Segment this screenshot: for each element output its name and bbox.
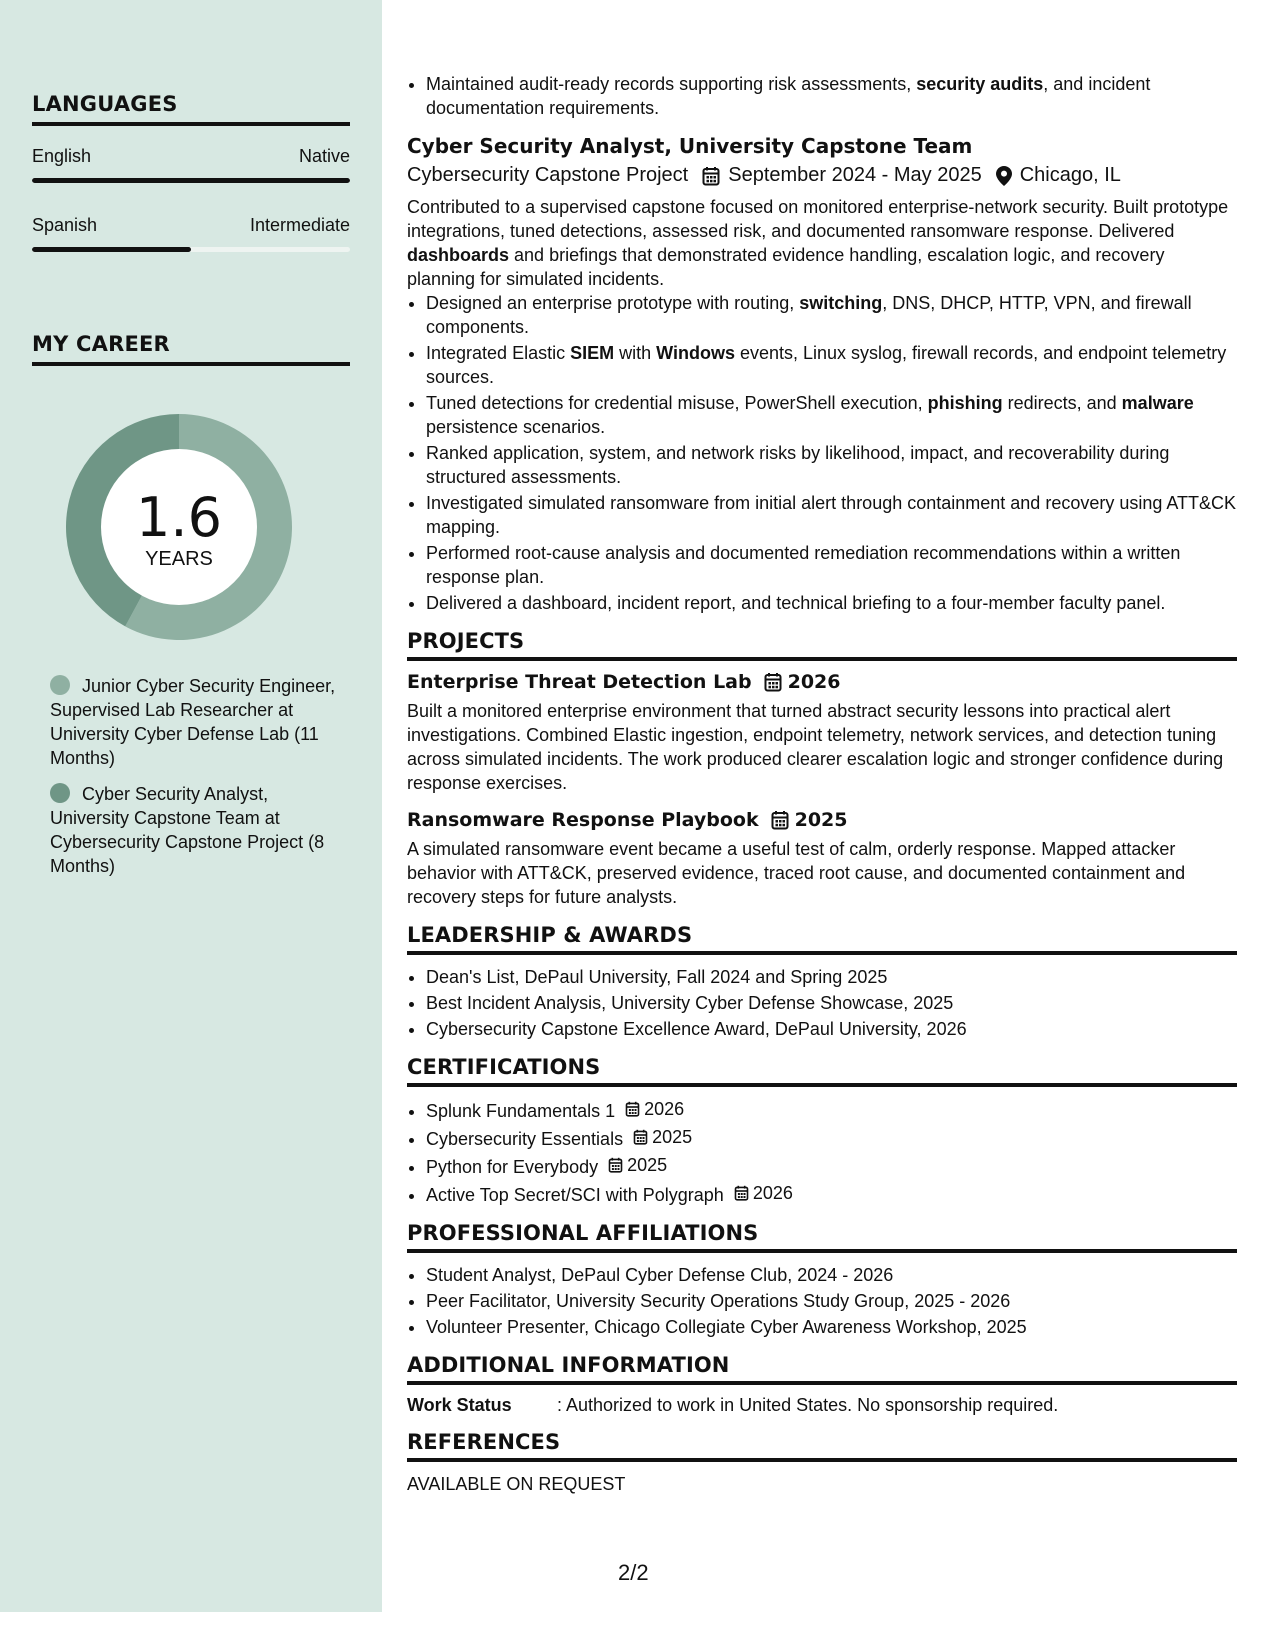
job-location: Chicago, IL <box>1019 164 1121 186</box>
leadership-list <box>407 965 1237 1041</box>
list-item: • Tuned detections for credential misuse, PowerShell execution, phishing redirects, and malware persistence scenarios. <box>426 391 1237 439</box>
cert-year: 2026 <box>752 1183 793 1203</box>
calendar-icon <box>734 1185 749 1201</box>
list-item: • Investigated simulated ransomware from initial alert through containment and recovery using ATT&CK mapping. <box>426 491 1237 539</box>
job-meta <box>407 164 1237 187</box>
list-item: • Integrated Elastic SIEM with Windows events, Linux syslog, firewall records, and endpoint telemetry sources. <box>426 341 1237 389</box>
list-item <box>426 1153 1237 1179</box>
list-item: • Student Analyst, DePaul Cyber Defense Club, 2024 - 2026 <box>426 1263 1237 1287</box>
language-bar <box>32 247 350 252</box>
certifications-heading: CERTIFICATIONS <box>407 1055 1237 1087</box>
calendar-icon <box>702 166 720 186</box>
job-summary: Contributed to a supervised capstone focused on monitored enterprise-network security. Built prototype integrations, tuned detections, assessed risk, and documented ransomware response. Delivered dashboards and briefings that demonstrated evidence handling, escalation logic, and recovery planning for simulated incidents. <box>407 197 1229 289</box>
project-description: Built a monitored enterprise environment that turned abstract security lessons into practical alert investigations. Combined Elastic ingestion, endpoint telemetry, network services, and detection tuning across simulated incidents. The work produced clearer escalation logic and stronger confidence during response exercises. <box>407 701 1224 793</box>
project-description: A simulated ransomware event became a useful test of calm, orderly response. Mapped attacker behavior with ATT&CK, preserved evidence, traced root cause, and documented containment and recovery steps for future analysts. <box>407 839 1186 907</box>
leadership-heading: LEADERSHIP & AWARDS <box>407 923 1237 955</box>
work-status-value: : Authorized to work in United States. No sponsorship required. <box>557 1395 1059 1415</box>
list-item <box>426 1125 1237 1151</box>
cert-name: Splunk Fundamentals 1 <box>426 1101 616 1121</box>
map-pin-icon <box>996 166 1012 186</box>
language-english <box>32 146 350 183</box>
language-bar-fill <box>32 247 191 252</box>
affiliations-heading: PROFESSIONAL AFFILIATIONS <box>407 1221 1237 1253</box>
calendar-icon <box>608 1157 623 1173</box>
career-heading: MY CAREER <box>32 332 350 366</box>
references-heading: REFERENCES <box>407 1430 1237 1462</box>
additional-info-heading: ADDITIONAL INFORMATION <box>407 1353 1237 1385</box>
career-list <box>50 674 340 890</box>
list-item: • Delivered a dashboard, incident report, and technical briefing to a four-member faculty panel. <box>426 591 1237 615</box>
languages-heading: LANGUAGES <box>32 92 350 126</box>
career-legend-dot <box>50 675 70 695</box>
list-item: • Designed an enterprise prototype with routing, switching, DNS, DHCP, HTTP, VPN, and firewall components. <box>426 291 1237 339</box>
job-bullets <box>407 291 1237 615</box>
cert-name: Python for Everybody <box>426 1157 599 1177</box>
list-item: • Cybersecurity Capstone Excellence Award, DePaul University, 2026 <box>426 1017 1237 1041</box>
list-item: • Ranked application, system, and network risks by likelihood, impact, and recoverability during structured assessments. <box>426 441 1237 489</box>
certifications-list <box>407 1097 1237 1207</box>
cert-year: 2026 <box>644 1099 685 1119</box>
language-name: Spanish <box>32 215 98 235</box>
main-content <box>407 72 1237 1496</box>
career-item-text: Cyber Security Analyst, University Capstone Team at Cybersecurity Capstone Project (8 Months) <box>50 784 325 876</box>
cert-year: 2025 <box>627 1155 668 1175</box>
cert-name: Active Top Secret/SCI with Polygraph <box>426 1185 724 1205</box>
project-year: 2025 <box>794 809 848 831</box>
page-number: 2/2 <box>618 1560 649 1585</box>
project-title: Enterprise Threat Detection Lab 2026 <box>407 671 841 693</box>
list-item <box>426 1097 1237 1123</box>
calendar-icon <box>771 810 789 830</box>
career-item <box>50 674 340 770</box>
job-company: Cybersecurity Capstone Project <box>407 164 689 186</box>
list-item <box>426 1181 1237 1207</box>
project-title: Ransomware Response Playbook 2025 <box>407 809 848 831</box>
affiliations-list <box>407 1263 1237 1339</box>
job-dates: September 2024 - May 2025 <box>728 164 982 186</box>
calendar-icon <box>633 1129 648 1145</box>
projects-heading: PROJECTS <box>407 629 1237 661</box>
list-item: • Volunteer Presenter, Chicago Collegiate Cyber Awareness Workshop, 2025 <box>426 1315 1237 1339</box>
language-level: Native <box>298 146 350 166</box>
language-bar-fill <box>32 178 350 183</box>
career-donut <box>66 414 292 640</box>
list-item: • Dean's List, DePaul University, Fall 2024 and Spring 2025 <box>426 965 1237 989</box>
language-name: English <box>32 146 92 166</box>
calendar-icon <box>764 672 782 692</box>
career-years-unit: YEARS <box>145 548 213 570</box>
sidebar <box>0 0 382 1612</box>
cert-name: Cybersecurity Essentials <box>426 1129 624 1149</box>
calendar-icon <box>625 1101 640 1117</box>
work-status-label: Work Status <box>407 1395 512 1415</box>
language-spanish <box>32 215 350 252</box>
list-item: • Peer Facilitator, University Security Operations Study Group, 2025 - 2026 <box>426 1289 1237 1313</box>
language-level: Intermediate <box>249 215 350 235</box>
career-item-text: Junior Cyber Security Engineer, Supervised Lab Researcher at University Cyber Defense Lab (11 Months) <box>50 676 336 768</box>
list-item: • Maintained audit-ready records supporting risk assessments, security audits, and incident documentation requirements. <box>426 72 1237 120</box>
career-years-value: 1.6 <box>136 486 222 549</box>
career-item <box>50 782 340 878</box>
job-title: Cyber Security Analyst, University Capstone Team <box>407 134 973 158</box>
list-item: • Best Incident Analysis, University Cyber Defense Showcase, 2025 <box>426 991 1237 1015</box>
career-legend-dot <box>50 783 70 803</box>
list-item: • Performed root-cause analysis and documented remediation recommendations within a written response plan. <box>426 541 1237 589</box>
language-bar <box>32 178 350 183</box>
references-text: AVAILABLE ON REQUEST <box>407 1474 626 1494</box>
work-status-row <box>407 1395 1237 1416</box>
project-year: 2026 <box>787 671 841 693</box>
experience-prev-bullets <box>407 72 1237 120</box>
cert-year: 2025 <box>652 1127 693 1147</box>
